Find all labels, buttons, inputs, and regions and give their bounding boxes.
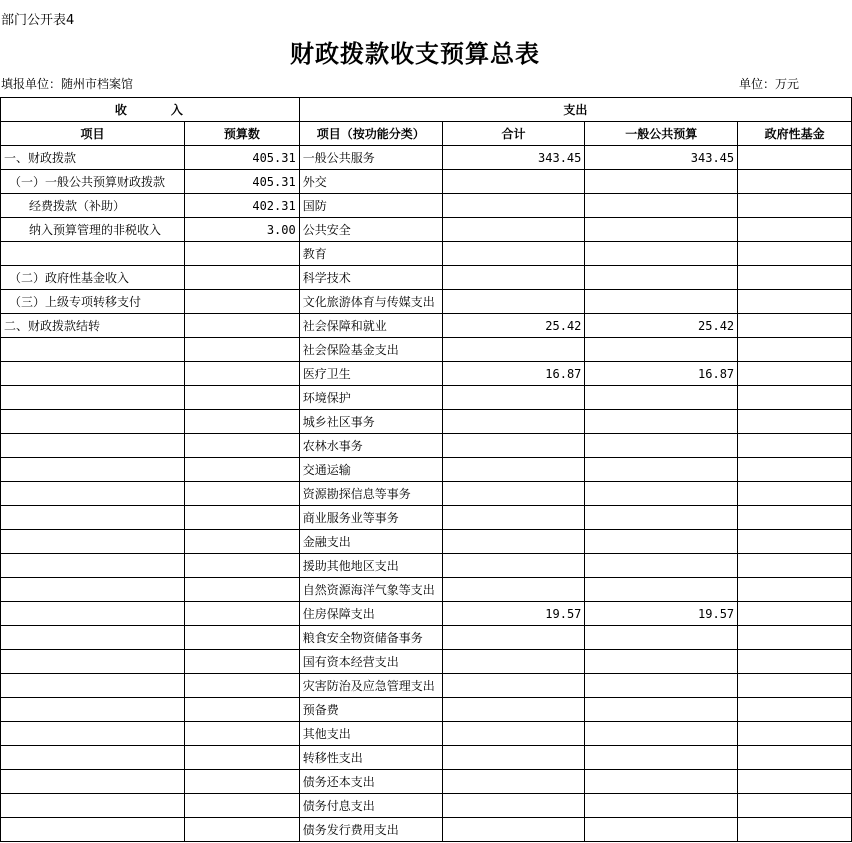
income-item-cell[interactable] (1, 626, 185, 650)
income-item-cell[interactable] (1, 722, 185, 746)
total-cell[interactable] (442, 698, 585, 722)
total-cell[interactable] (442, 218, 585, 242)
expense-item-cell[interactable]: 资源勘探信息等事务 (299, 482, 442, 506)
col-header-item-func: 项目（按功能分类） (299, 122, 442, 146)
gov-fund-cell[interactable] (738, 578, 852, 602)
general-budget-cell[interactable] (585, 746, 738, 770)
general-budget-cell[interactable] (585, 338, 738, 362)
income-value-cell[interactable] (184, 794, 299, 818)
total-cell[interactable]: 343.45 (442, 146, 585, 170)
col-header-general: 一般公共预算 (585, 122, 738, 146)
table-row (1, 554, 852, 578)
expense-item-cell[interactable]: 债务发行费用支出 (299, 818, 442, 842)
general-budget-cell[interactable] (585, 170, 738, 194)
expense-item-cell[interactable]: 灾害防治及应急管理支出 (299, 674, 442, 698)
table-row (1, 194, 852, 218)
total-cell[interactable]: 16.87 (442, 362, 585, 386)
income-value-cell[interactable] (184, 650, 299, 674)
table-row (1, 746, 852, 770)
col-header-item: 项目 (1, 122, 185, 146)
gov-fund-cell[interactable] (738, 722, 852, 746)
total-cell[interactable] (442, 410, 585, 434)
gov-fund-cell[interactable] (738, 242, 852, 266)
general-budget-cell[interactable] (585, 674, 738, 698)
income-value-cell[interactable] (184, 530, 299, 554)
expense-item-cell[interactable]: 环境保护 (299, 386, 442, 410)
general-budget-cell[interactable] (585, 626, 738, 650)
income-item-cell[interactable] (1, 386, 185, 410)
income-item-cell[interactable]: 经费拨款（补助） (1, 194, 185, 218)
expense-item-cell[interactable]: 农林水事务 (299, 434, 442, 458)
general-budget-cell[interactable] (585, 194, 738, 218)
table-row (1, 458, 852, 482)
general-budget-cell[interactable] (585, 218, 738, 242)
table-row (1, 674, 852, 698)
income-item-cell[interactable] (1, 530, 185, 554)
gov-fund-cell[interactable] (738, 266, 852, 290)
gov-fund-cell[interactable] (738, 770, 852, 794)
gov-fund-cell[interactable] (738, 626, 852, 650)
income-value-cell[interactable] (184, 266, 299, 290)
income-item-cell[interactable] (1, 746, 185, 770)
reporting-unit: 填报单位：随州市档案馆 (1, 77, 134, 91)
income-item-cell[interactable] (1, 650, 185, 674)
table-row (1, 170, 852, 194)
expense-item-cell[interactable]: 粮食安全物资储备事务 (299, 626, 442, 650)
general-budget-cell[interactable] (585, 794, 738, 818)
col-header-budget: 预算数 (184, 122, 299, 146)
income-item-cell[interactable] (1, 674, 185, 698)
total-cell[interactable] (442, 386, 585, 410)
gov-fund-cell[interactable] (738, 650, 852, 674)
expense-item-cell[interactable]: 城乡社区事务 (299, 410, 442, 434)
income-item-cell[interactable] (1, 578, 185, 602)
table-row (1, 290, 852, 314)
table-row (1, 242, 852, 266)
income-value-cell[interactable] (184, 362, 299, 386)
gov-fund-cell[interactable] (738, 674, 852, 698)
total-cell[interactable] (442, 482, 585, 506)
income-value-cell[interactable] (184, 458, 299, 482)
income-header: 收 入 (1, 98, 300, 122)
total-cell[interactable] (442, 626, 585, 650)
table-row (1, 578, 852, 602)
total-cell[interactable] (442, 722, 585, 746)
expense-item-cell[interactable]: 社会保险基金支出 (299, 338, 442, 362)
total-cell[interactable] (442, 506, 585, 530)
expense-item-cell[interactable]: 商业服务业等事务 (299, 506, 442, 530)
expense-item-cell[interactable]: 社会保障和就业 (299, 314, 442, 338)
general-budget-cell[interactable] (585, 698, 738, 722)
total-cell[interactable] (442, 674, 585, 698)
income-item-cell[interactable] (1, 338, 185, 362)
income-item-cell[interactable]: 纳入预算管理的非税收入 (1, 218, 185, 242)
income-value-cell[interactable] (184, 698, 299, 722)
income-value-cell[interactable]: 402.31 (184, 194, 299, 218)
total-cell[interactable] (442, 746, 585, 770)
expense-item-cell[interactable]: 其他支出 (299, 722, 442, 746)
income-item-cell[interactable] (1, 506, 185, 530)
gov-fund-cell[interactable] (738, 290, 852, 314)
general-budget-cell[interactable] (585, 290, 738, 314)
table-row (1, 650, 852, 674)
header-row-2 (1, 122, 852, 146)
general-budget-cell[interactable] (585, 818, 738, 842)
table-row (1, 146, 852, 170)
gov-fund-cell[interactable] (738, 410, 852, 434)
expense-item-cell[interactable]: 债务还本支出 (299, 770, 442, 794)
general-budget-cell[interactable]: 343.45 (585, 146, 738, 170)
expense-item-cell[interactable]: 住房保障支出 (299, 602, 442, 626)
expense-item-cell[interactable]: 一般公共服务 (299, 146, 442, 170)
gov-fund-cell[interactable] (738, 506, 852, 530)
gov-fund-cell[interactable] (738, 602, 852, 626)
expense-item-cell[interactable]: 国防 (299, 194, 442, 218)
income-value-cell[interactable]: 405.31 (184, 146, 299, 170)
table-row (1, 362, 852, 386)
income-value-cell[interactable] (184, 242, 299, 266)
gov-fund-cell[interactable] (738, 338, 852, 362)
total-cell[interactable] (442, 266, 585, 290)
income-value-cell[interactable]: 3.00 (184, 218, 299, 242)
page-title: 财政拨款收支预算总表 (290, 39, 540, 68)
sheet-label: 部门公开表4 (1, 13, 75, 28)
general-budget-cell[interactable] (585, 386, 738, 410)
table-row (1, 818, 852, 842)
income-value-cell[interactable] (184, 290, 299, 314)
gov-fund-cell[interactable] (738, 434, 852, 458)
income-item-cell[interactable] (1, 242, 185, 266)
income-item-cell[interactable] (1, 410, 185, 434)
col-header-gov-fund: 政府性基金 (738, 122, 852, 146)
general-budget-cell[interactable] (585, 650, 738, 674)
income-value-cell[interactable] (184, 674, 299, 698)
income-value-cell[interactable] (184, 434, 299, 458)
table-row (1, 794, 852, 818)
gov-fund-cell[interactable] (738, 386, 852, 410)
table-row (1, 218, 852, 242)
total-cell[interactable] (442, 794, 585, 818)
gov-fund-cell[interactable] (738, 554, 852, 578)
budget-table (0, 97, 852, 842)
gov-fund-cell[interactable] (738, 314, 852, 338)
income-item-cell[interactable] (1, 362, 185, 386)
header-row-1 (1, 98, 852, 122)
total-cell[interactable] (442, 290, 585, 314)
income-value-cell[interactable] (184, 506, 299, 530)
gov-fund-cell[interactable] (738, 170, 852, 194)
general-budget-cell[interactable] (585, 410, 738, 434)
total-cell[interactable] (442, 818, 585, 842)
income-value-cell[interactable] (184, 722, 299, 746)
gov-fund-cell[interactable] (738, 362, 852, 386)
general-budget-cell[interactable] (585, 266, 738, 290)
income-item-cell[interactable] (1, 698, 185, 722)
gov-fund-cell[interactable] (738, 818, 852, 842)
general-budget-cell[interactable] (585, 434, 738, 458)
table-row (1, 698, 852, 722)
expense-item-cell[interactable]: 预备费 (299, 698, 442, 722)
expense-item-cell[interactable]: 国有资本经营支出 (299, 650, 442, 674)
income-item-cell[interactable] (1, 770, 185, 794)
gov-fund-cell[interactable] (738, 194, 852, 218)
expense-item-cell[interactable]: 外交 (299, 170, 442, 194)
general-budget-cell[interactable] (585, 770, 738, 794)
spreadsheet-top-edge (0, 0, 852, 3)
income-value-cell[interactable] (184, 314, 299, 338)
table-row (1, 386, 852, 410)
income-item-cell[interactable]: 一、财政拨款 (1, 146, 185, 170)
table-row (1, 506, 852, 530)
table-row (1, 266, 852, 290)
gov-fund-cell[interactable] (738, 530, 852, 554)
gov-fund-cell[interactable] (738, 698, 852, 722)
table-row (1, 338, 852, 362)
table-row (1, 434, 852, 458)
income-value-cell[interactable] (184, 626, 299, 650)
general-budget-cell[interactable] (585, 578, 738, 602)
income-item-cell[interactable]: （一）一般公共预算财政拨款 (1, 170, 185, 194)
income-item-cell[interactable] (1, 818, 185, 842)
income-item-cell[interactable] (1, 602, 185, 626)
income-item-cell[interactable]: （二）政府性基金收入 (1, 266, 185, 290)
total-cell[interactable] (442, 650, 585, 674)
table-row (1, 722, 852, 746)
total-cell[interactable]: 25.42 (442, 314, 585, 338)
income-value-cell[interactable] (184, 482, 299, 506)
income-value-cell[interactable]: 405.31 (184, 170, 299, 194)
general-budget-cell[interactable] (585, 554, 738, 578)
total-cell[interactable] (442, 434, 585, 458)
total-cell[interactable] (442, 242, 585, 266)
income-value-cell[interactable] (184, 602, 299, 626)
total-cell[interactable] (442, 194, 585, 218)
expense-item-cell[interactable]: 转移性支出 (299, 746, 442, 770)
total-cell[interactable] (442, 338, 585, 362)
expense-item-cell[interactable]: 自然资源海洋气象等支出 (299, 578, 442, 602)
income-value-cell[interactable] (184, 386, 299, 410)
table-row (1, 314, 852, 338)
income-item-cell[interactable]: （三）上级专项转移支付 (1, 290, 185, 314)
income-value-cell[interactable] (184, 770, 299, 794)
table-row (1, 602, 852, 626)
general-budget-cell[interactable]: 16.87 (585, 362, 738, 386)
general-budget-cell[interactable]: 25.42 (585, 314, 738, 338)
table-row (1, 482, 852, 506)
general-budget-cell[interactable] (585, 530, 738, 554)
expense-item-cell[interactable]: 教育 (299, 242, 442, 266)
income-value-cell[interactable] (184, 818, 299, 842)
income-item-cell[interactable] (1, 458, 185, 482)
gov-fund-cell[interactable] (738, 794, 852, 818)
expense-item-cell[interactable]: 金融支出 (299, 530, 442, 554)
table-row (1, 530, 852, 554)
income-value-cell[interactable] (184, 338, 299, 362)
gov-fund-cell[interactable] (738, 146, 852, 170)
income-value-cell[interactable] (184, 578, 299, 602)
total-cell[interactable] (442, 554, 585, 578)
expense-item-cell[interactable]: 科学技术 (299, 266, 442, 290)
expense-item-cell[interactable]: 公共安全 (299, 218, 442, 242)
gov-fund-cell[interactable] (738, 482, 852, 506)
expense-item-cell[interactable]: 债务付息支出 (299, 794, 442, 818)
total-cell[interactable] (442, 578, 585, 602)
expense-item-cell[interactable]: 文化旅游体育与传媒支出 (299, 290, 442, 314)
income-value-cell[interactable] (184, 410, 299, 434)
expense-item-cell[interactable]: 援助其他地区支出 (299, 554, 442, 578)
income-value-cell[interactable] (184, 746, 299, 770)
general-budget-cell[interactable] (585, 458, 738, 482)
expense-item-cell[interactable]: 交通运输 (299, 458, 442, 482)
col-header-total: 合计 (442, 122, 585, 146)
expense-item-cell[interactable]: 医疗卫生 (299, 362, 442, 386)
expense-header: 支出 (299, 98, 851, 122)
income-value-cell[interactable] (184, 554, 299, 578)
table-row (1, 626, 852, 650)
income-item-cell[interactable] (1, 482, 185, 506)
income-item-cell[interactable] (1, 794, 185, 818)
total-cell[interactable] (442, 530, 585, 554)
general-budget-cell[interactable] (585, 482, 738, 506)
total-cell[interactable] (442, 770, 585, 794)
general-budget-cell[interactable] (585, 242, 738, 266)
table-row (1, 410, 852, 434)
income-item-cell[interactable] (1, 554, 185, 578)
general-budget-cell[interactable] (585, 722, 738, 746)
gov-fund-cell[interactable] (738, 218, 852, 242)
income-item-cell[interactable]: 二、财政拨款结转 (1, 314, 185, 338)
gov-fund-cell[interactable] (738, 746, 852, 770)
general-budget-cell[interactable] (585, 506, 738, 530)
total-cell[interactable] (442, 458, 585, 482)
income-item-cell[interactable] (1, 434, 185, 458)
total-cell[interactable] (442, 170, 585, 194)
total-cell[interactable]: 19.57 (442, 602, 585, 626)
gov-fund-cell[interactable] (738, 458, 852, 482)
currency-unit: 单位：万元 (739, 77, 800, 91)
table-row (1, 770, 852, 794)
general-budget-cell[interactable]: 19.57 (585, 602, 738, 626)
